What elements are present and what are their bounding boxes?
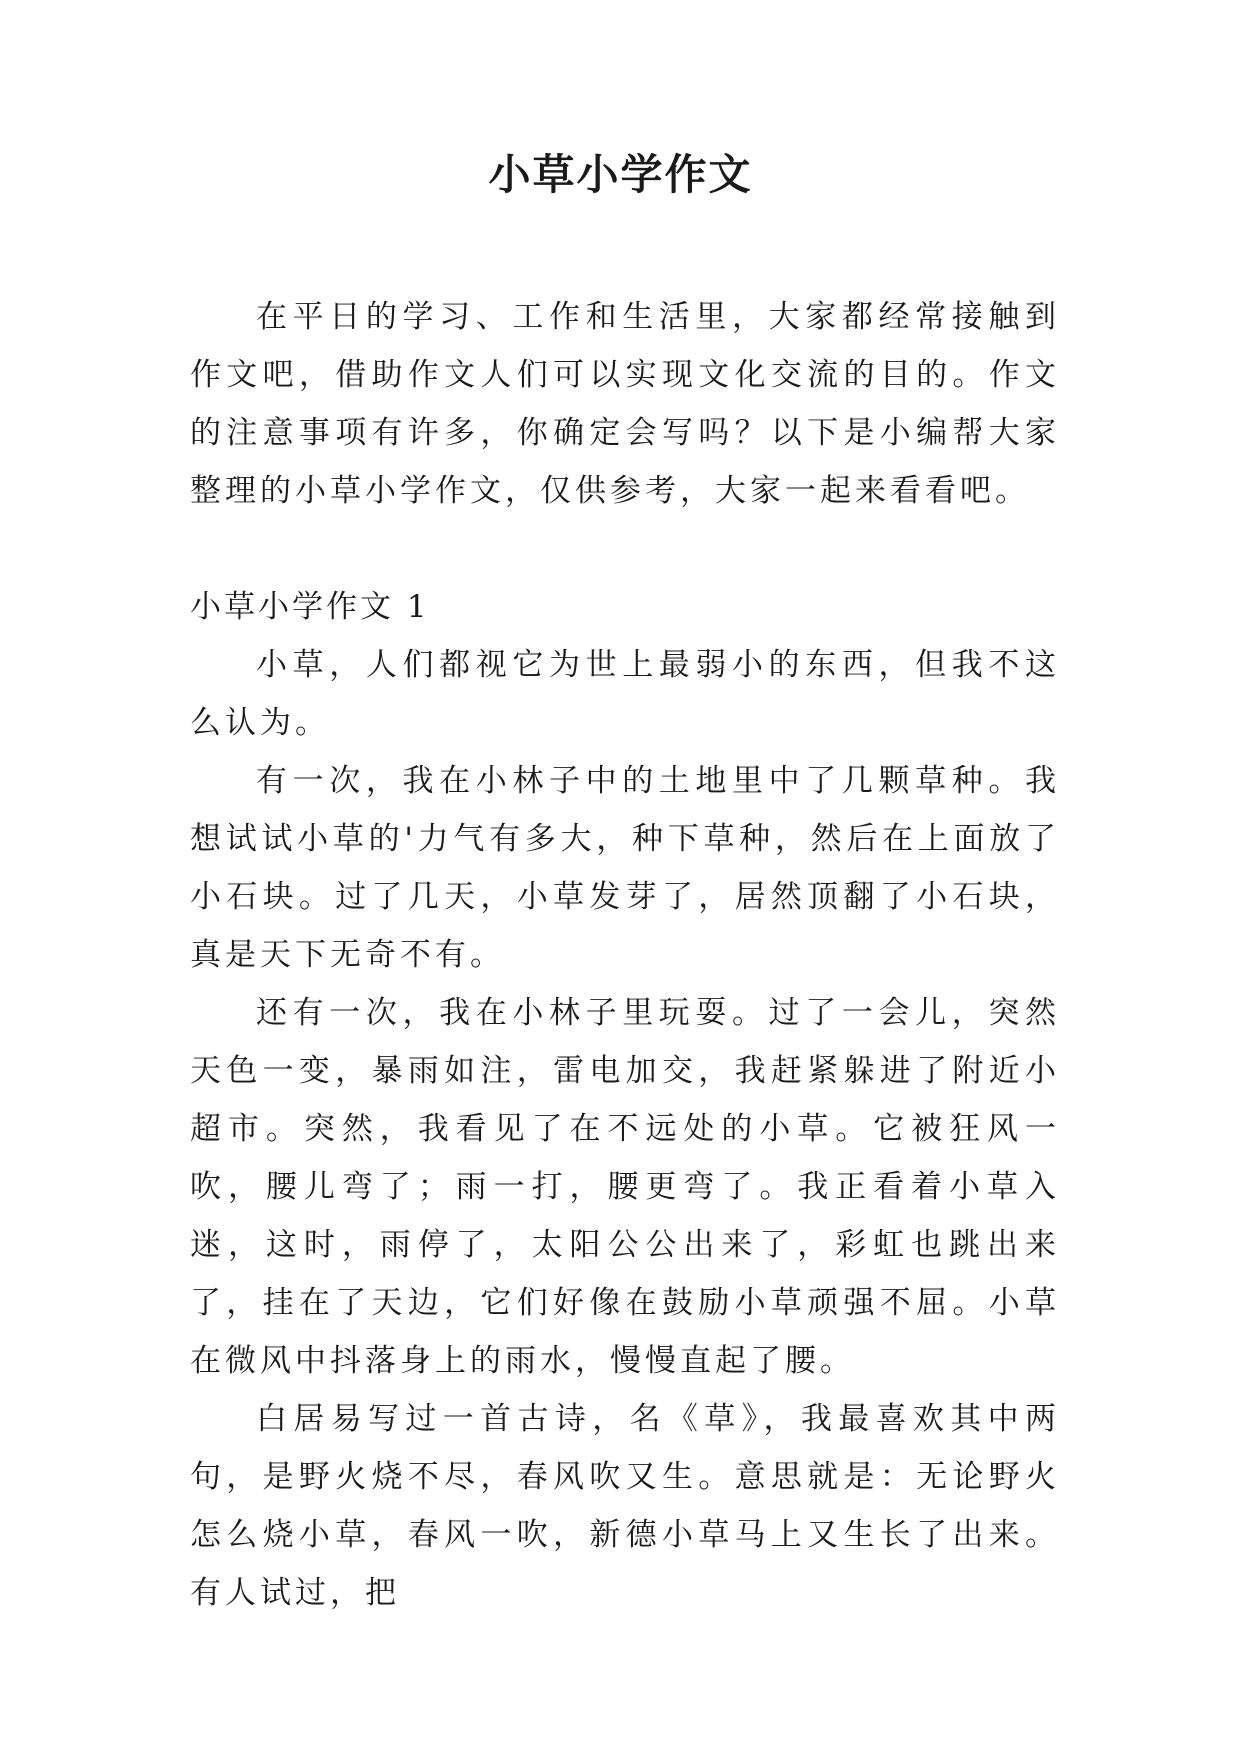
body-paragraph-1: 小草，人们都视它为世上最弱小的东西，但我不这么认为。 <box>190 647 1060 741</box>
document-title: 小草小学作文 <box>488 150 753 199</box>
body-paragraph-4: 白居易写过一首古诗，名《草》，我最喜欢其中两句，是野火烧不尽，春风吹又生。意思就是：无论野火怎么烧小草，春风一吹，新德小草马上又生长了出来。有人试过，把 <box>190 1401 1060 1611</box>
body-paragraph-3: 还有一次，我在小林子里玩耍。过了一会儿，突然天色一变，暴雨如注，雷电加交，我赶紧躲进了附近小超市。突然，我看见了在不远处的小草。它被狂风一吹，腰儿弯了；雨一打，腰更弯了。我正看着小草入迷，这时，雨停了，太阳公公出来了，彩虹也跳出来了，挂在了天边，它们好像在鼓励小草顽强不屈。小草在微风中抖落身上的雨水，慢慢直起了腰。 <box>190 995 1060 1379</box>
document-body <box>190 288 1060 1622</box>
intro-paragraph: 在平日的学习、工作和生活里，大家都经常接触到作文吧，借助作文人们可以实现文化交流的目的。作文的注意事项有许多，你确定会写吗？以下是小编帮大家整理的小草小学作文，仅供参考，大家一起来看看吧。 <box>190 299 1060 509</box>
body-paragraph-2: 有一次，我在小林子中的土地里中了几颗草种。我想试试小草的'力气有多大，种下草种，然后在上面放了小石块。过了几天，小草发芽了，居然顶翻了小石块，真是天下无奇不有。 <box>190 763 1060 973</box>
section-heading: 小草小学作文 1 <box>190 589 430 625</box>
